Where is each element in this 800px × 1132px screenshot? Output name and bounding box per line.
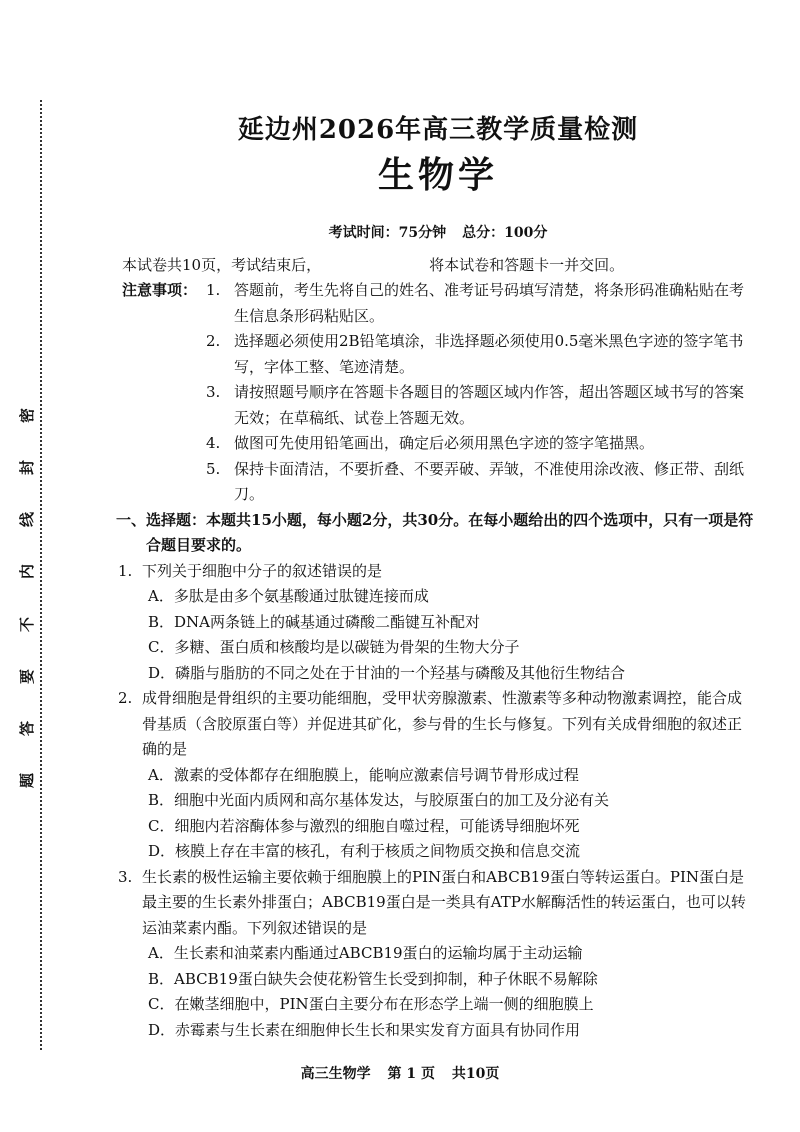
notice-item: 4. 做图可先使用铅笔画出，确定后必须用黑色字迹的签字笔描黑。 bbox=[206, 434, 655, 452]
section-heading: 一、 选择题：本题共15小题，每小题2分，共30分。在每小题给出的四个选项中，只有一项是符合题目要求的。 bbox=[116, 510, 754, 554]
option-b: B．DNA两条链上的碱基通过磷酸二酯键互补配对 bbox=[148, 612, 481, 631]
exam-time: 考试时间：75分钟 bbox=[328, 225, 447, 241]
seal-char: 答 bbox=[18, 720, 37, 736]
notice-item: 1. 答题前，考生先将自己的姓名、准考证号码填写清楚，将条形码准确粘贴在考生信息条形码粘贴区。 bbox=[206, 281, 745, 325]
seal-char: 内 bbox=[18, 564, 37, 580]
seal-char: 题 bbox=[18, 772, 37, 788]
page-footer bbox=[0, 1064, 800, 1084]
footer-page-number: 第 1 页 bbox=[387, 1066, 435, 1082]
question-2 bbox=[118, 686, 754, 865]
notice-label: 注意事项： bbox=[122, 281, 198, 299]
seal-char: 不 bbox=[18, 616, 37, 632]
question-stem: 2. 成骨细胞是骨组织的主要功能细胞，受甲状旁腺激素、性激素等多种动物激素调控，能合成骨基质（含胶原蛋白等）并促进其矿化，参与骨的生长与修复。下列有关成骨细胞的叙述正确的是 bbox=[118, 689, 743, 758]
notice-item: 3. 请按照题号顺序在答题卡各题目的答题区域内作答，超出答题区域书写的答案无效；在草稿纸、试卷上答题无效。 bbox=[206, 383, 745, 427]
question-stem: 3. 生长素的极性运输主要依赖于细胞膜上的PIN蛋白和ABCB19蛋白等转运蛋白。PIN蛋白是最主要的生长素外排蛋白；ABCB19蛋白是一类具有ATP水解酶活性的转运蛋白，也可以转运油菜素内酯。下列叙述错误的是 bbox=[118, 867, 746, 937]
question-1 bbox=[118, 559, 754, 687]
option-a: A．激素的受体都存在细胞膜上，能响应激素信号调节骨形成过程 bbox=[148, 765, 579, 784]
binding-margin-seal-text bbox=[16, 408, 40, 788]
exam-title: 延边州2026年高三教学质量检测 bbox=[237, 115, 639, 145]
notice-item: 5. 保持卡面清洁，不要折叠、不要弄破、弄皱，不准使用涂改液、修正带、刮纸刀。 bbox=[206, 459, 745, 503]
option-a: A．生长素和油菜素内酯通过ABCB19蛋白的运输均属于主动运输 bbox=[148, 944, 583, 962]
option-b: B．细胞中光面内质网和高尔基体发达，与胶原蛋白的加工及分泌有关 bbox=[148, 791, 610, 809]
seal-char: 密 bbox=[18, 407, 37, 424]
option-a: A．多肽是由多个氨基酸通过肽键连接而成 bbox=[148, 587, 429, 605]
footer-subject: 高三生物学 bbox=[300, 1066, 371, 1082]
option-d: D．核膜上存在丰富的核孔，有利于核质之间物质交换和信息交流 bbox=[148, 842, 581, 860]
exam-subject: 生物学 bbox=[377, 154, 498, 196]
seal-char: 封 bbox=[18, 460, 37, 476]
intro-text: 本试卷共10页，考试结束后， 将本试卷和答题卡一并交回。 bbox=[122, 256, 625, 274]
question-stem: 1. 下列关于细胞中分子的叙述错误的是 bbox=[118, 561, 383, 580]
notice-item: 2. 选择题必须使用2B铅笔填涂，非选择题必须使用0.5毫米黑色字迹的签字笔书写，字体工整、笔迹清楚。 bbox=[206, 332, 744, 376]
option-d: D．赤霉素与生长素在细胞伸长生长和果实发育方面具有协同作用 bbox=[148, 1020, 581, 1039]
notice-list bbox=[206, 278, 754, 508]
option-d: D．磷脂与脂肪的不同之处在于甘油的一个羟基与磷酸及其他衍生物结合 bbox=[148, 663, 626, 682]
seal-char: 要 bbox=[18, 668, 37, 684]
seal-char: 线 bbox=[18, 512, 37, 528]
total-score: 总分：100分 bbox=[462, 225, 548, 241]
exam-page-content bbox=[116, 112, 754, 1043]
notice-block bbox=[122, 278, 754, 508]
option-c: C．细胞内若溶酶体参与激烈的细胞自噬过程，可能诱导细胞坏死 bbox=[148, 816, 580, 835]
option-b: B．ABCB19蛋白缺失会使花粉管生长受到抑制，种子休眠不易解除 bbox=[148, 969, 598, 988]
question-3 bbox=[118, 865, 754, 1044]
option-c: C．多糖、蛋白质和核酸均是以碳链为骨架的生物大分子 bbox=[148, 638, 520, 656]
option-c: C．在嫩茎细胞中，PIN蛋白主要分布在形态学上端一侧的细胞膜上 bbox=[148, 995, 594, 1013]
binding-margin-dotted-line bbox=[40, 100, 42, 1050]
footer-total-pages: 共10页 bbox=[451, 1066, 500, 1082]
exam-info bbox=[122, 222, 754, 244]
